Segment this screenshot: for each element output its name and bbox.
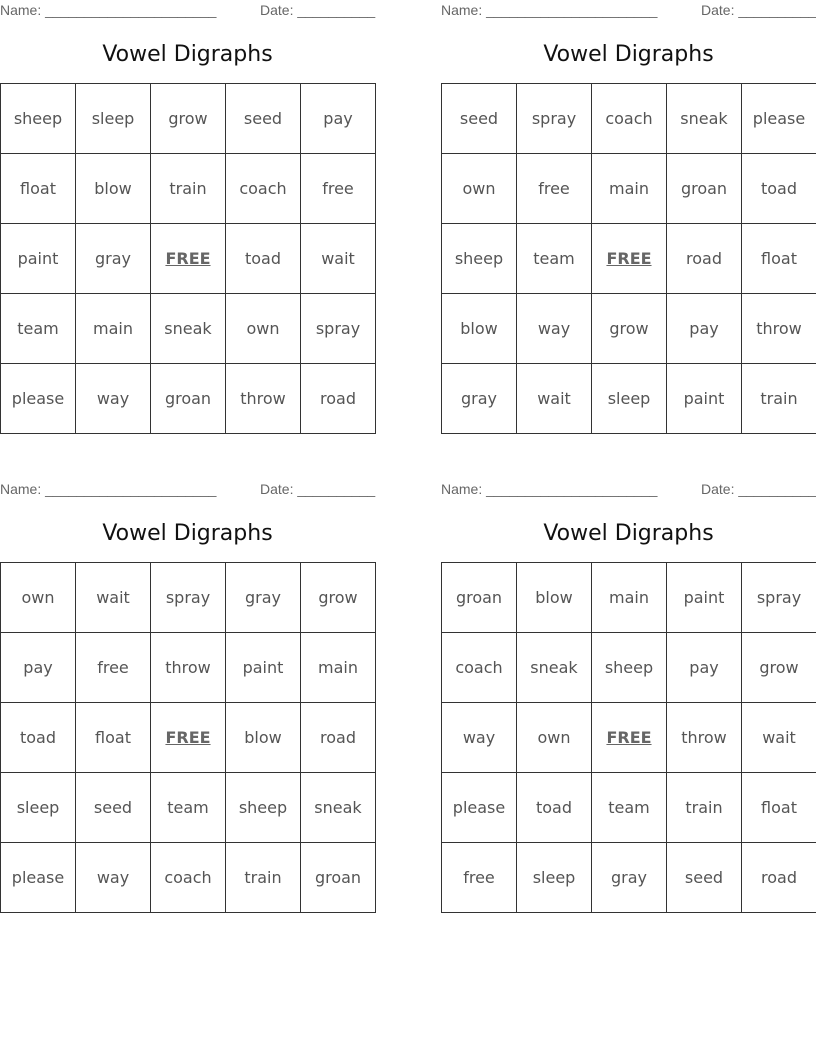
bingo-cell: spray [742, 563, 816, 633]
date-field-label: Date: __________ [260, 2, 376, 18]
grid-row [442, 773, 816, 843]
grid-row [442, 224, 816, 294]
bingo-cell: paint [667, 563, 742, 633]
bingo-cell: seed [226, 84, 301, 154]
grid-row [1, 294, 376, 364]
date-field-label: Date: __________ [701, 2, 816, 18]
bingo-cell: pay [667, 633, 742, 703]
bingo-cell: coach [151, 843, 226, 913]
grid-row [1, 563, 376, 633]
bingo-grid [0, 562, 376, 913]
bingo-cell: grow [592, 294, 667, 364]
bingo-cell: groan [301, 843, 376, 913]
card-title: Vowel Digraphs [102, 42, 273, 67]
bingo-cell: own [517, 703, 592, 773]
bingo-cell: pay [1, 633, 76, 703]
bingo-cell: grow [742, 633, 816, 703]
grid-row [1, 843, 376, 913]
bingo-cell: please [742, 84, 816, 154]
bingo-cell: main [592, 154, 667, 224]
bingo-cell: wait [76, 563, 151, 633]
name-field-label: Name: ______________________ [0, 2, 217, 18]
bingo-cell: throw [742, 294, 816, 364]
bingo-cell: team [592, 773, 667, 843]
card-header [441, 0, 816, 20]
bingo-cell: spray [517, 84, 592, 154]
bingo-cell: own [1, 563, 76, 633]
bingo-cell: paint [667, 364, 742, 434]
bingo-cell: road [301, 703, 376, 773]
bingo-cell: road [742, 843, 816, 913]
bingo-cell: team [151, 773, 226, 843]
bingo-cell: groan [151, 364, 226, 434]
free-space: FREE [151, 703, 226, 773]
grid-row [1, 773, 376, 843]
bingo-cell: float [76, 703, 151, 773]
grid-row [1, 364, 376, 434]
bingo-cell: sneak [151, 294, 226, 364]
date-field-label: Date: __________ [260, 481, 376, 497]
bingo-grid [441, 562, 816, 913]
bingo-cell: paint [226, 633, 301, 703]
bingo-cell: sheep [442, 224, 517, 294]
bingo-cell: main [592, 563, 667, 633]
free-space: FREE [592, 224, 667, 294]
bingo-cell: sneak [517, 633, 592, 703]
bingo-cell: float [742, 773, 816, 843]
bingo-cell: sleep [76, 84, 151, 154]
bingo-cell: spray [301, 294, 376, 364]
bingo-cell: coach [226, 154, 301, 224]
bingo-cell: grow [301, 563, 376, 633]
bingo-cell: please [442, 773, 517, 843]
grid-row [1, 224, 376, 294]
grid-row [1, 703, 376, 773]
bingo-cell: way [442, 703, 517, 773]
bingo-cell: toad [226, 224, 301, 294]
bingo-cell: gray [592, 843, 667, 913]
card-title: Vowel Digraphs [543, 521, 714, 546]
name-field-label: Name: ______________________ [441, 2, 658, 18]
grid-row [442, 364, 816, 434]
grid-row [1, 154, 376, 224]
bingo-cell: free [301, 154, 376, 224]
bingo-cell: please [1, 843, 76, 913]
free-space: FREE [592, 703, 667, 773]
grid-row [442, 84, 816, 154]
bingo-cell: own [442, 154, 517, 224]
free-space: FREE [151, 224, 226, 294]
bingo-cell: blow [76, 154, 151, 224]
grid-row [1, 84, 376, 154]
bingo-cell: grow [151, 84, 226, 154]
bingo-cell: gray [226, 563, 301, 633]
bingo-cell: train [226, 843, 301, 913]
bingo-cell: sheep [592, 633, 667, 703]
bingo-cell: toad [1, 703, 76, 773]
bingo-cell: pay [667, 294, 742, 364]
bingo-cell: free [76, 633, 151, 703]
grid-row [442, 294, 816, 364]
card-header [0, 479, 375, 499]
name-field-label: Name: ______________________ [441, 481, 658, 497]
bingo-cell: blow [226, 703, 301, 773]
bingo-cell: way [76, 364, 151, 434]
name-field-label: Name: ______________________ [0, 481, 217, 497]
bingo-cell: wait [301, 224, 376, 294]
grid-row [442, 154, 816, 224]
bingo-cell: toad [517, 773, 592, 843]
bingo-cell: seed [76, 773, 151, 843]
bingo-cell: spray [151, 563, 226, 633]
bingo-cell: blow [517, 563, 592, 633]
bingo-cell: float [1, 154, 76, 224]
bingo-cell: throw [226, 364, 301, 434]
bingo-cell: wait [517, 364, 592, 434]
bingo-cell: please [1, 364, 76, 434]
bingo-cell: paint [1, 224, 76, 294]
bingo-cell: road [301, 364, 376, 434]
bingo-cell: gray [76, 224, 151, 294]
bingo-grid [0, 83, 376, 434]
bingo-cell: sneak [301, 773, 376, 843]
bingo-cell: coach [442, 633, 517, 703]
bingo-cell: float [742, 224, 816, 294]
bingo-cell: free [517, 154, 592, 224]
bingo-cell: seed [442, 84, 517, 154]
bingo-cell: groan [442, 563, 517, 633]
bingo-cell: throw [151, 633, 226, 703]
bingo-cell: throw [667, 703, 742, 773]
bingo-cell: sheep [226, 773, 301, 843]
card-title: Vowel Digraphs [102, 521, 273, 546]
bingo-cell: main [301, 633, 376, 703]
bingo-cell: free [442, 843, 517, 913]
bingo-cell: groan [667, 154, 742, 224]
bingo-cell: way [517, 294, 592, 364]
bingo-cell: pay [301, 84, 376, 154]
grid-row [442, 703, 816, 773]
card-title: Vowel Digraphs [543, 42, 714, 67]
bingo-cell: train [667, 773, 742, 843]
grid-row [442, 563, 816, 633]
bingo-cell: train [742, 364, 816, 434]
bingo-grid [441, 83, 816, 434]
bingo-cell: toad [742, 154, 816, 224]
bingo-cell: road [667, 224, 742, 294]
bingo-cell: sleep [592, 364, 667, 434]
bingo-cell: sheep [1, 84, 76, 154]
bingo-cell: wait [742, 703, 816, 773]
grid-row [1, 633, 376, 703]
card-header [0, 0, 375, 20]
bingo-cell: team [517, 224, 592, 294]
bingo-cell: own [226, 294, 301, 364]
grid-row [442, 843, 816, 913]
card-header [441, 479, 816, 499]
bingo-cell: coach [592, 84, 667, 154]
bingo-cell: sleep [1, 773, 76, 843]
bingo-cell: team [1, 294, 76, 364]
bingo-cell: main [76, 294, 151, 364]
bingo-cell: blow [442, 294, 517, 364]
date-field-label: Date: __________ [701, 481, 816, 497]
bingo-cell: seed [667, 843, 742, 913]
bingo-cell: gray [442, 364, 517, 434]
bingo-cell: way [76, 843, 151, 913]
bingo-cell: train [151, 154, 226, 224]
grid-row [442, 633, 816, 703]
bingo-cell: sleep [517, 843, 592, 913]
bingo-cell: sneak [667, 84, 742, 154]
